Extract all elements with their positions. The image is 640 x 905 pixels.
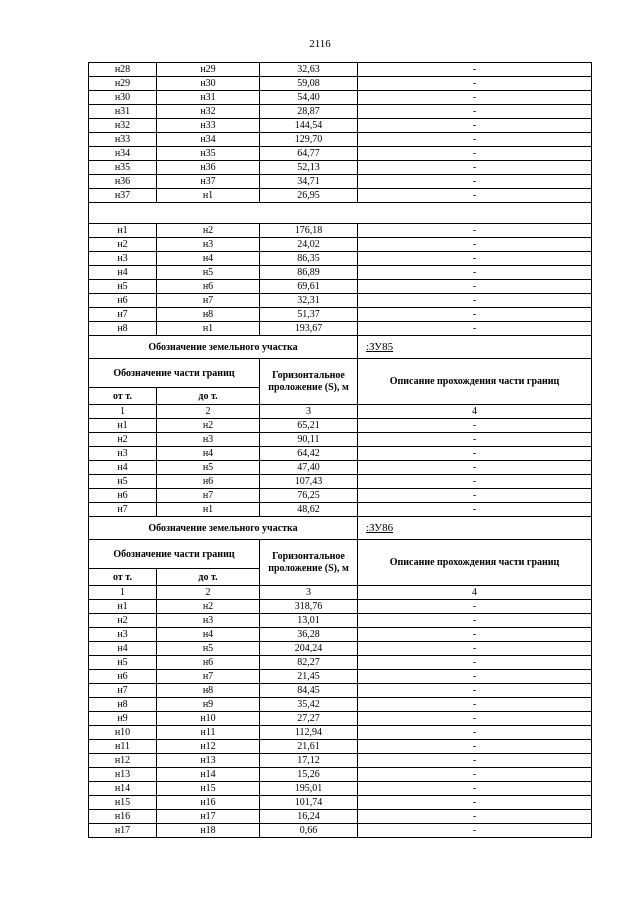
- from-point: н2: [89, 238, 157, 252]
- to-label: до т.: [157, 569, 260, 586]
- to-point: н5: [157, 642, 260, 656]
- from-point: н1: [89, 600, 157, 614]
- length-value: 32,31: [260, 294, 358, 308]
- description-value: -: [358, 447, 592, 461]
- length-value: 86,35: [260, 252, 358, 266]
- part-label: Обозначение части границ: [89, 540, 260, 569]
- length-value: 82,27: [260, 656, 358, 670]
- from-point: н5: [89, 475, 157, 489]
- designation-label: Обозначение земельного участка: [89, 336, 358, 359]
- description-value: -: [358, 105, 592, 119]
- description-value: -: [358, 489, 592, 503]
- description-value: -: [358, 712, 592, 726]
- from-point: н30: [89, 91, 157, 105]
- table-row: [89, 754, 592, 768]
- length-value: 59,08: [260, 77, 358, 91]
- description-value: -: [358, 224, 592, 238]
- table-row: [89, 726, 592, 740]
- section-zu85-rows: [89, 419, 592, 517]
- from-point: н35: [89, 161, 157, 175]
- section-zu86-rows: [89, 600, 592, 838]
- to-point: н1: [157, 503, 260, 517]
- from-point: н1: [89, 224, 157, 238]
- length-value: 64,42: [260, 447, 358, 461]
- description-value: -: [358, 189, 592, 203]
- from-point: н4: [89, 461, 157, 475]
- description-value: -: [358, 796, 592, 810]
- description-value: -: [358, 322, 592, 336]
- table-row: [89, 294, 592, 308]
- length-value: 13,01: [260, 614, 358, 628]
- length-value: 51,37: [260, 308, 358, 322]
- length-value: 204,24: [260, 642, 358, 656]
- to-point: н3: [157, 433, 260, 447]
- table-row: [89, 503, 592, 517]
- description-value: -: [358, 77, 592, 91]
- to-point: н31: [157, 91, 260, 105]
- from-point: н6: [89, 489, 157, 503]
- from-point: н6: [89, 294, 157, 308]
- description-value: -: [358, 614, 592, 628]
- length-value: 32,63: [260, 63, 358, 77]
- table-row: [89, 119, 592, 133]
- table-row: [89, 475, 592, 489]
- description-value: -: [358, 600, 592, 614]
- description-value: -: [358, 252, 592, 266]
- from-point: н11: [89, 740, 157, 754]
- description-value: -: [358, 698, 592, 712]
- length-value: 54,40: [260, 91, 358, 105]
- from-point: н4: [89, 642, 157, 656]
- from-label: от т.: [89, 569, 157, 586]
- page-number: 2116: [309, 38, 331, 50]
- table-row: [89, 322, 592, 336]
- to-point: н36: [157, 161, 260, 175]
- parcel-id: :ЗУ86: [358, 517, 592, 540]
- length-value: 26,95: [260, 189, 358, 203]
- description-label: Описание прохождения части границ: [358, 540, 592, 586]
- length-value: 24,02: [260, 238, 358, 252]
- from-point: н29: [89, 77, 157, 91]
- description-value: -: [358, 133, 592, 147]
- col-number: 4: [358, 405, 592, 419]
- to-point: н32: [157, 105, 260, 119]
- table-row: [89, 698, 592, 712]
- col-number: 1: [89, 586, 157, 600]
- from-point: н31: [89, 105, 157, 119]
- table-row: [89, 266, 592, 280]
- from-point: н7: [89, 503, 157, 517]
- from-point: н16: [89, 810, 157, 824]
- length-value: 15,26: [260, 768, 358, 782]
- col-number: 4: [358, 586, 592, 600]
- table-row: [89, 175, 592, 189]
- table-row: [89, 433, 592, 447]
- length-value: 195,01: [260, 782, 358, 796]
- table-row: [89, 461, 592, 475]
- block-continued: [89, 63, 592, 203]
- length-value: 35,42: [260, 698, 358, 712]
- table-row: [89, 614, 592, 628]
- length-value: 16,24: [260, 810, 358, 824]
- table-row: [89, 63, 592, 77]
- description-value: -: [358, 782, 592, 796]
- description-value: -: [358, 628, 592, 642]
- table-row: [89, 447, 592, 461]
- from-point: н36: [89, 175, 157, 189]
- table-row: [89, 782, 592, 796]
- length-value: 27,27: [260, 712, 358, 726]
- to-point: н30: [157, 77, 260, 91]
- from-point: н9: [89, 712, 157, 726]
- from-point: н8: [89, 322, 157, 336]
- description-value: -: [358, 161, 592, 175]
- description-value: -: [358, 280, 592, 294]
- length-value: 21,61: [260, 740, 358, 754]
- length-value: 112,94: [260, 726, 358, 740]
- length-value: 52,13: [260, 161, 358, 175]
- table-row: [89, 768, 592, 782]
- from-point: н4: [89, 266, 157, 280]
- to-point: н1: [157, 189, 260, 203]
- description-value: -: [358, 670, 592, 684]
- from-point: н10: [89, 726, 157, 740]
- length-value: 69,61: [260, 280, 358, 294]
- table-row: [89, 161, 592, 175]
- length-value: 76,25: [260, 489, 358, 503]
- from-point: н5: [89, 656, 157, 670]
- to-point: н33: [157, 119, 260, 133]
- description-value: -: [358, 475, 592, 489]
- to-point: н2: [157, 600, 260, 614]
- description-value: -: [358, 768, 592, 782]
- from-label: от т.: [89, 388, 157, 405]
- from-point: н5: [89, 280, 157, 294]
- length-value: 107,43: [260, 475, 358, 489]
- length-value: 129,70: [260, 133, 358, 147]
- from-point: н2: [89, 614, 157, 628]
- from-point: н13: [89, 768, 157, 782]
- from-point: н2: [89, 433, 157, 447]
- description-value: -: [358, 740, 592, 754]
- to-point: н1: [157, 322, 260, 336]
- from-point: н3: [89, 628, 157, 642]
- designation-label: Обозначение земельного участка: [89, 517, 358, 540]
- table-row: [89, 600, 592, 614]
- table-row: [89, 684, 592, 698]
- to-point: н2: [157, 419, 260, 433]
- description-value: -: [358, 266, 592, 280]
- description-value: -: [358, 63, 592, 77]
- from-point: н12: [89, 754, 157, 768]
- from-point: н3: [89, 252, 157, 266]
- to-point: н34: [157, 133, 260, 147]
- col-number: 3: [260, 586, 358, 600]
- parcel-id: :ЗУ85: [358, 336, 592, 359]
- to-point: н7: [157, 294, 260, 308]
- table-row: [89, 670, 592, 684]
- description-value: -: [358, 684, 592, 698]
- from-point: н3: [89, 447, 157, 461]
- from-point: н6: [89, 670, 157, 684]
- table-row: [89, 628, 592, 642]
- description-value: -: [358, 754, 592, 768]
- to-point: н4: [157, 447, 260, 461]
- length-value: 144,54: [260, 119, 358, 133]
- description-value: -: [358, 810, 592, 824]
- to-point: н4: [157, 628, 260, 642]
- table-row: [89, 147, 592, 161]
- length-value: 34,71: [260, 175, 358, 189]
- to-point: н5: [157, 461, 260, 475]
- description-value: -: [358, 147, 592, 161]
- description-value: -: [358, 461, 592, 475]
- from-point: н32: [89, 119, 157, 133]
- table-row: [89, 91, 592, 105]
- from-point: н7: [89, 684, 157, 698]
- table-row: [89, 642, 592, 656]
- to-point: н2: [157, 224, 260, 238]
- length-value: 21,45: [260, 670, 358, 684]
- length-value: 193,67: [260, 322, 358, 336]
- description-value: -: [358, 503, 592, 517]
- table-row: [89, 133, 592, 147]
- from-point: н37: [89, 189, 157, 203]
- table-row: [89, 824, 592, 838]
- col-number: 2: [157, 405, 260, 419]
- description-value: -: [358, 433, 592, 447]
- col-number: 1: [89, 405, 157, 419]
- to-point: н3: [157, 238, 260, 252]
- description-value: -: [358, 308, 592, 322]
- length-value: 318,76: [260, 600, 358, 614]
- description-value: -: [358, 175, 592, 189]
- length-value: 65,21: [260, 419, 358, 433]
- length-value: 90,11: [260, 433, 358, 447]
- from-point: н17: [89, 824, 157, 838]
- col-number: 2: [157, 586, 260, 600]
- to-point: н8: [157, 684, 260, 698]
- table-row: [89, 740, 592, 754]
- to-point: н5: [157, 266, 260, 280]
- section-zu86-header: [89, 517, 592, 600]
- length-value: 17,12: [260, 754, 358, 768]
- from-point: н15: [89, 796, 157, 810]
- description-value: -: [358, 294, 592, 308]
- part-label: Обозначение части границ: [89, 359, 260, 388]
- to-point: н11: [157, 726, 260, 740]
- description-value: -: [358, 824, 592, 838]
- length-value: 47,40: [260, 461, 358, 475]
- horizontal-label: Горизонтальное проложение (S), м: [260, 540, 358, 586]
- from-point: н28: [89, 63, 157, 77]
- length-value: 64,77: [260, 147, 358, 161]
- to-label: до т.: [157, 388, 260, 405]
- description-value: -: [358, 726, 592, 740]
- length-value: 0,66: [260, 824, 358, 838]
- to-point: н10: [157, 712, 260, 726]
- to-point: н8: [157, 308, 260, 322]
- table-row: [89, 656, 592, 670]
- from-point: н33: [89, 133, 157, 147]
- block-separator: [89, 203, 592, 224]
- to-point: н13: [157, 754, 260, 768]
- table-row: [89, 280, 592, 294]
- horizontal-label: Горизонтальное проложение (S), м: [260, 359, 358, 405]
- from-point: н34: [89, 147, 157, 161]
- table-row: [89, 712, 592, 726]
- length-value: 86,89: [260, 266, 358, 280]
- table-row: [89, 189, 592, 203]
- to-point: н6: [157, 656, 260, 670]
- to-point: н7: [157, 670, 260, 684]
- table-row: [89, 224, 592, 238]
- length-value: 84,45: [260, 684, 358, 698]
- description-value: -: [358, 119, 592, 133]
- table-row: [89, 105, 592, 119]
- to-point: н7: [157, 489, 260, 503]
- description-value: -: [358, 91, 592, 105]
- to-point: н17: [157, 810, 260, 824]
- separator-cell: [89, 203, 592, 224]
- to-point: н14: [157, 768, 260, 782]
- length-value: 101,74: [260, 796, 358, 810]
- length-value: 28,87: [260, 105, 358, 119]
- to-point: н3: [157, 614, 260, 628]
- to-point: н9: [157, 698, 260, 712]
- from-point: н8: [89, 698, 157, 712]
- description-value: -: [358, 656, 592, 670]
- block-inner: [89, 224, 592, 336]
- section-zu85-header: [89, 336, 592, 419]
- to-point: н37: [157, 175, 260, 189]
- description-value: -: [358, 238, 592, 252]
- description-label: Описание прохождения части границ: [358, 359, 592, 405]
- to-point: н12: [157, 740, 260, 754]
- from-point: н7: [89, 308, 157, 322]
- to-point: н18: [157, 824, 260, 838]
- table-row: [89, 810, 592, 824]
- table-row: [89, 252, 592, 266]
- col-number: 3: [260, 405, 358, 419]
- description-value: -: [358, 642, 592, 656]
- to-point: н6: [157, 280, 260, 294]
- length-value: 36,28: [260, 628, 358, 642]
- table-row: [89, 796, 592, 810]
- to-point: н35: [157, 147, 260, 161]
- from-point: н14: [89, 782, 157, 796]
- length-value: 176,18: [260, 224, 358, 238]
- table-row: [89, 308, 592, 322]
- boundary-table: [88, 62, 592, 838]
- from-point: н1: [89, 419, 157, 433]
- description-value: -: [358, 419, 592, 433]
- to-point: н6: [157, 475, 260, 489]
- length-value: 48,62: [260, 503, 358, 517]
- table-row: [89, 489, 592, 503]
- table-row: [89, 77, 592, 91]
- to-point: н4: [157, 252, 260, 266]
- table-row: [89, 419, 592, 433]
- to-point: н16: [157, 796, 260, 810]
- to-point: н15: [157, 782, 260, 796]
- table-row: [89, 238, 592, 252]
- to-point: н29: [157, 63, 260, 77]
